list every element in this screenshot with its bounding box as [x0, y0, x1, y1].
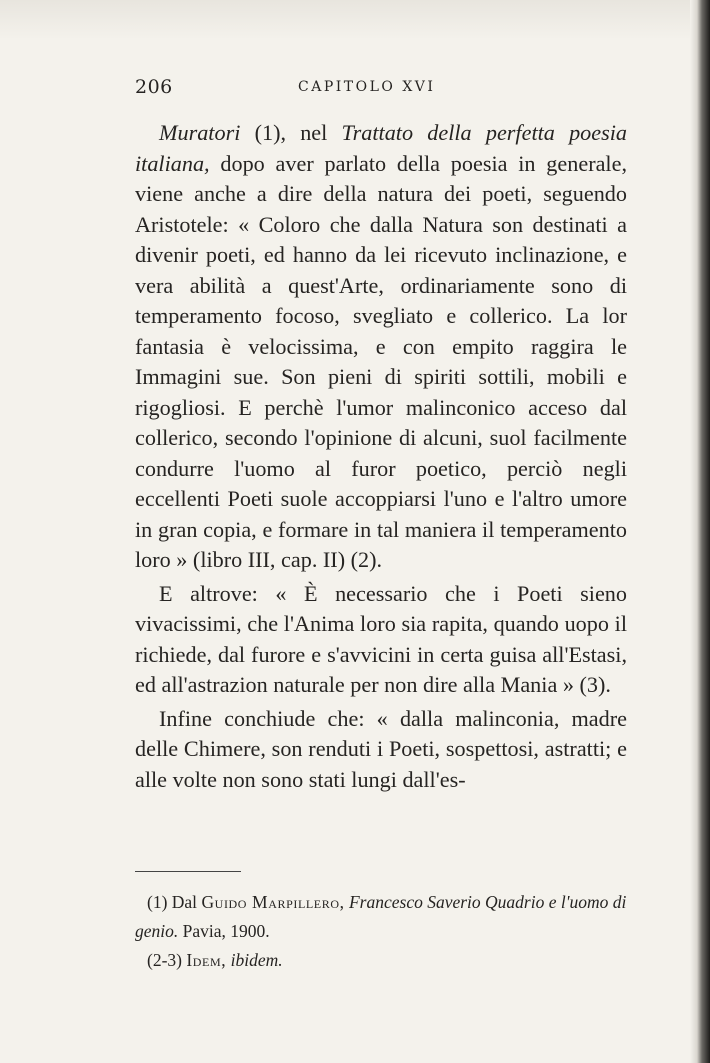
author-name: Muratori [159, 120, 241, 145]
scan-shading [0, 0, 710, 40]
page-body [135, 118, 627, 795]
footnote-2-title: ibidem. [230, 950, 283, 970]
page-number: 206 [135, 76, 173, 98]
paragraph-3: Infine conchiude che: « dalla malinconia, madre delle Chimere, son renduti i Poeti, sospettosi, astratti; e alle volte non sono stati lungi dall'es- [135, 705, 627, 792]
footnote-1-marker: (1) Dal [147, 892, 202, 912]
scan-binding-edge [690, 0, 710, 1063]
footnote-2-author: Idem, [186, 950, 227, 970]
footnote-2 [135, 946, 627, 975]
page-header [135, 76, 690, 106]
footnote-1-title: Francesco Saverio Quadrio e l'uomo di genio. [135, 892, 627, 941]
footnote-1 [135, 888, 627, 946]
footnote-2-marker: (2-3) [147, 950, 187, 970]
footnote-ref: (1), nel [240, 120, 342, 145]
paragraph-1 [135, 118, 627, 576]
footnotes [135, 888, 627, 975]
running-title: CAPITOLO XVI [298, 79, 436, 95]
work-title: Trattato della perfetta poesia italiana, [135, 120, 628, 176]
footnote-1-author: Guido Marpillero, [201, 892, 345, 912]
paragraph-2: E altrove: « È necessario che i Poeti sieno vivacissimi, che l'Anima loro sia rapita, quando uopo il richiede, dal furore e s'avvicini in certa guisa all'Estasi, ed all'astrazion naturale per non dire alla Mania » (3). [135, 580, 627, 697]
footnote-1-rest: Pavia, 1900. [178, 921, 270, 941]
footnote-divider [135, 871, 241, 872]
paragraph-1-text: dopo aver parlato della poesia in generale, viene anche a dire della natura dei poeti, seguendo Aristotele: « Coloro che dalla Natura son destinati a divenir poeti, ed hanno da lei ricevuto inclinazione, e vera abilità a quest'Arte, ordinariamente sono di temperamento focoso, svegliato e collerico. La lor fantasia è velocissima, e con empito raggira le Immagini sue. Son pieni di spiriti sottili, mobili e rigogliosi. E perchè l'umor malinconico acceso dal collerico, secondo l'opinione di alcuni, suol facilmente condurre l'uomo al furor poetico, perciò negli eccellenti Poeti suole accoppiarsi l'uno e l'altro umore in gran copia, e formare in tal maniera il temperamento loro » (libro III, cap. II) (2). [135, 150, 627, 572]
